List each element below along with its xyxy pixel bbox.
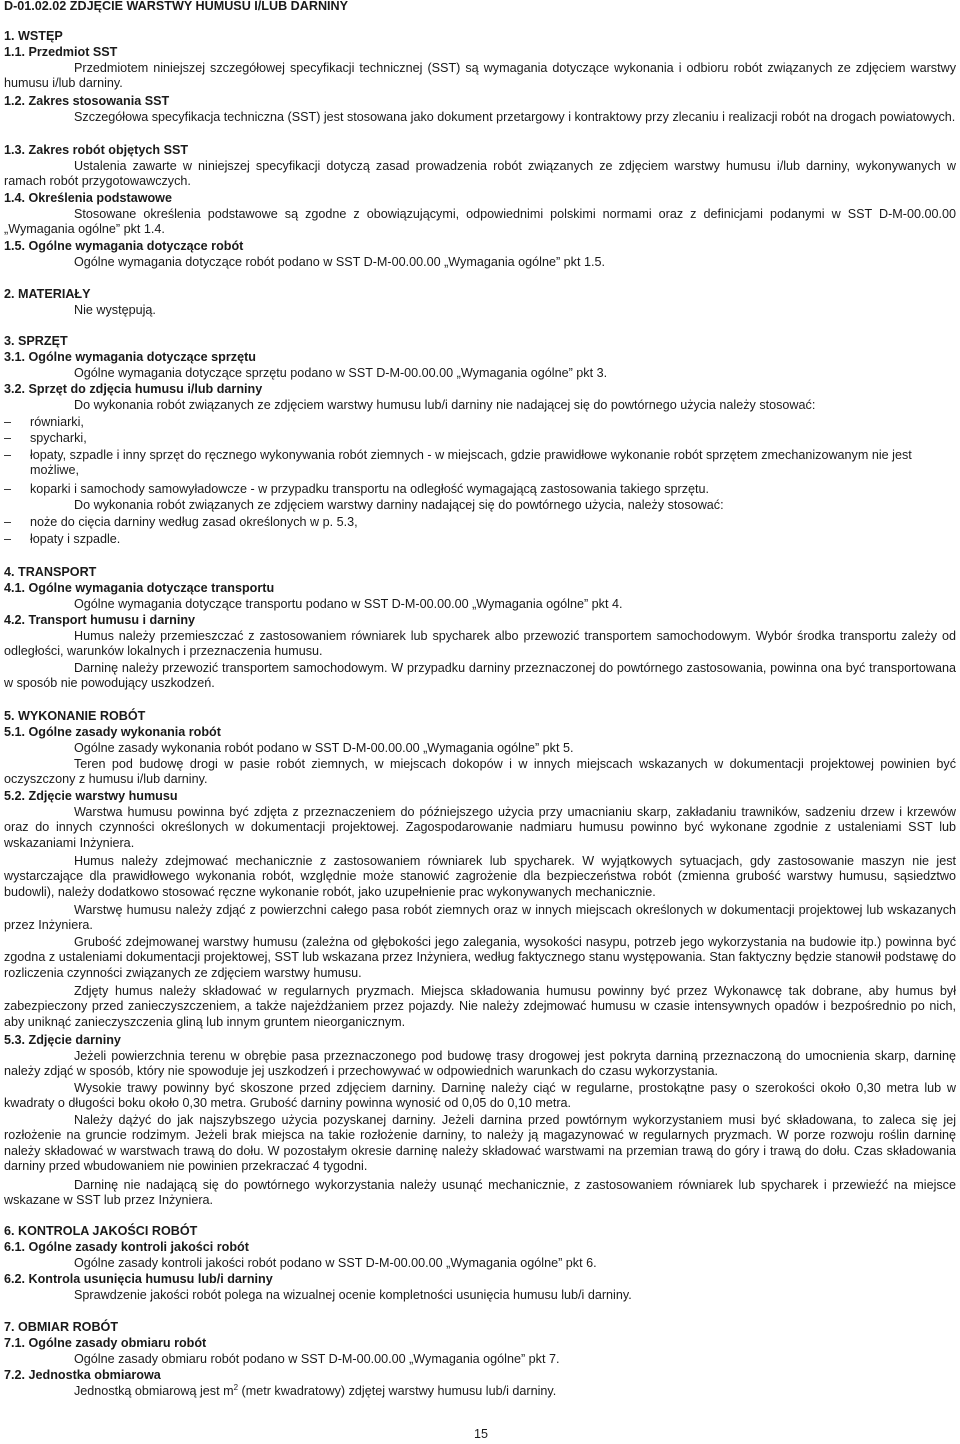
paragraph-5-1b: Teren pod budowę drogi w pasie robót ziemnych, w miejscach dokopów i w innych miejscach wskazanych w dokumentacji projektowej powinien być oczyszczony z humusu i/lub darniny. — [4, 757, 956, 787]
paragraph-5-2d: Grubość zdejmowanej warstwy humusu (zależna od głębokości jego zalegania, wysokości nasypu, potrzeb jego wykorzystania na budowie itp.) powinna być zgodna z ustaleniami dokumentacji projektowej, SST lub wskazana przez Inżyniera, według faktycznego stanu występowania. Stan faktyczny będzie stanowił podstawę do rozliczenia czynności związanych ze zdjęciem warstwy humusu. — [4, 935, 956, 980]
list-item-text: łopaty, szpadle i inny sprzęt do ręcznego wykonywania robót ziemnych - w miejscach, gdzie prawidłowe wykonanie robót sprzętem zmechanizowanym nie jest możliwe, — [30, 448, 912, 478]
dash-bullet: – — [4, 415, 12, 429]
measure-unit-text-tail: (metr kwadratowy) zdjętej warstwy humusu lub/i darniny. — [238, 1384, 557, 1398]
list-item — [4, 532, 956, 547]
section-heading-6: 6. KONTROLA JAKOŚCI ROBÓT — [4, 1224, 198, 1238]
section-heading-7: 7. OBMIAR ROBÓT — [4, 1320, 119, 1334]
list-item — [4, 482, 956, 497]
paragraph-5-3d: Darninę nie nadającą się do powtórnego wykorzystania należy usunąć mechanicznie, z zastosowaniem równiarek lub spycharek i przewieźć na miejsce wskazane w SST lub przez Inżyniera. — [4, 1178, 956, 1208]
paragraph-5-2b: Humus należy zdejmować mechanicznie z zastosowaniem równiarek lub spycharek. W wyjątkowych sytuacjach, gdy zastosowanie maszyn nie jest wystarczające dla prawidłowego wykonania robót, względnie może stanowić zagrożenie dla bezpieczeństwa robót (zmienna grubość warstwy humusu, sąsiedztwo budowli), należy dodatkowo stosować ręczne wykonanie robót, jako uzupełnienie prac wykonywanych mechanicznie. — [4, 854, 956, 899]
paragraph-7-2 — [4, 1384, 956, 1399]
subsection-heading-7-1: 7.1. Ogólne zasady obmiaru robót — [4, 1336, 207, 1350]
subsection-heading-7-2: 7.2. Jednostka obmiarowa — [4, 1368, 161, 1382]
subsection-heading-5-2: 5.2. Zdjęcie warstwy humusu — [4, 789, 178, 803]
paragraph-4-2a: Humus należy przemieszczać z zastosowaniem równiarek lub spycharek albo przewozić transportem samochodowym. Wybór środka transportu zależy od odległości, warunków lokalnych i przeznaczenia humusu. — [4, 629, 956, 659]
paragraph-3-2a: Do wykonania robót związanych ze zdjęciem warstwy humusu lub/i darniny nie nadającej się do powtórnego użycia należy stosować: — [74, 398, 816, 412]
paragraph-1-4: Stosowane określenia podstawowe są zgodne z obowiązującymi, odpowiednimi polskimi normami oraz z definicjami podanymi w SST D-M-00.00.00 „Wymagania ogólne” pkt 1.4. — [4, 207, 956, 237]
list-item — [4, 515, 956, 530]
list-item-text: równiarki, — [30, 415, 84, 429]
subsection-heading-1-4: 1.4. Określenia podstawowe — [4, 191, 172, 205]
paragraph-4-1: Ogólne wymagania dotyczące transportu podano w SST D-M-00.00.00 „Wymagania ogólne” pkt 4. — [74, 597, 623, 611]
list-item-text: łopaty i szpadle. — [30, 532, 121, 546]
subsection-heading-6-2: 6.2. Kontrola usunięcia humusu lub/i darniny — [4, 1272, 273, 1286]
measure-unit-text: Jednostką obmiarową jest m — [74, 1384, 234, 1398]
dash-bullet: – — [4, 515, 12, 529]
subsection-heading-1-3: 1.3. Zakres robót objętych SST — [4, 143, 189, 157]
paragraph-4-2b: Darninę należy przewozić transportem samochodowym. W przypadku darniny przeznaczonej do powtórnego zastosowania, powinna ona być transportowana w sposób nie powodujący uszkodzeń. — [4, 661, 956, 691]
paragraph-5-2e: Zdjęty humus należy składować w regularnych pryzmach. Miejsca składowania humusu powinny być przez Wykonawcę tak dobrane, aby humus był zabezpieczony przed zanieczyszczeniem, a także najeżdżaniem przez pojazdy. Nie należy zdejmować humusu w czasie intensywnych opadów i bezpośrednio po nich, aby uniknąć zanieczyszczenia gliną lub innym gruntem nieorganicznym. — [4, 984, 956, 1029]
list-item — [4, 448, 956, 479]
page-number: 15 — [474, 1427, 489, 1441]
list-item — [4, 415, 956, 430]
paragraph-5-3a: Jeżeli powierzchnia terenu w obrębie pasa przeznaczonego pod budowę trasy drogowej jest pokryta darniną przeznaczoną do umocnienia skarp, darninę należy zdjąć w sposób, który nie spowoduje jej uszkodzeń i przechowywać w odpowiednich warunkach do czasu wykorzystania. — [4, 1049, 956, 1079]
subsection-heading-1-2: 1.2. Zakres stosowania SST — [4, 94, 170, 108]
subsection-heading-4-1: 4.1. Ogólne wymagania dotyczące transportu — [4, 581, 275, 595]
paragraph-5-1a: Ogólne zasady wykonania robót podano w SST D-M-00.00.00 „Wymagania ogólne” pkt 5. — [74, 741, 574, 755]
paragraph-5-2c: Warstwę humusu należy zdjąć z powierzchni całego pasa robót ziemnych oraz w innych miejscach określonych w dokumentacji projektowej lub wskazanych przez Inżyniera. — [4, 903, 956, 933]
subsection-heading-3-2: 3.2. Sprzęt do zdjęcia humusu i/lub darniny — [4, 382, 263, 396]
paragraph-1-5: Ogólne wymagania dotyczące robót podano w SST D-M-00.00.00 „Wymagania ogólne” pkt 1.5. — [74, 255, 605, 269]
superscript-2: 2 — [233, 1383, 239, 1392]
subsection-heading-6-1: 6.1. Ogólne zasady kontroli jakości robót — [4, 1240, 249, 1254]
list-item — [4, 431, 956, 446]
document-title: D-01.02.02 ZDJĘCIE WARSTWY HUMUSU I/LUB DARNINY — [4, 0, 349, 13]
paragraph-2: Nie występują. — [74, 303, 156, 317]
paragraph-5-2a: Warstwa humusu powinna być zdjęta z przeznaczeniem do późniejszego użycia przy umacnianiu skarp, zakładaniu trawników, sadzeniu drzew i krzewów oraz do innych czynności określonych w dokumentacji projektowej. Zagospodarowanie nadmiaru humusu powinno być wykonane zgodnie z ustaleniami SST lub wskazaniami Inżyniera. — [4, 805, 956, 850]
list-item-text: noże do cięcia darniny według zasad określonych w p. 5.3, — [30, 515, 358, 529]
paragraph-6-2: Sprawdzenie jakości robót polega na wizualnej ocenie kompletności usunięcia humusu lub/i darniny. — [74, 1288, 632, 1302]
dash-bullet: – — [4, 431, 12, 445]
section-heading-1: 1. WSTĘP — [4, 29, 63, 43]
paragraph-1-3: Ustalenia zawarte w niniejszej specyfikacji dotyczą zasad prowadzenia robót związanych ze zdjęciem warstwy humusu i/lub darniny, wykonywanych w ramach robót przygotowawczych. — [4, 159, 956, 189]
paragraph-1-1: Przedmiotem niniejszej szczegółowej specyfikacji technicznej (SST) są wymagania dotyczące wykonania i odbioru robót związanych ze zdjęciem warstwy humusu i/lub darniny. — [4, 61, 956, 91]
subsection-heading-4-2: 4.2. Transport humusu i darniny — [4, 613, 196, 627]
subsection-heading-1-5: 1.5. Ogólne wymagania dotyczące robót — [4, 239, 244, 253]
paragraph-3-1: Ogólne wymagania dotyczące sprzętu podano w SST D-M-00.00.00 „Wymagania ogólne” pkt 3. — [74, 366, 608, 380]
subsection-heading-3-1: 3.1. Ogólne wymagania dotyczące sprzętu — [4, 350, 256, 364]
section-heading-3: 3. SPRZĘT — [4, 334, 68, 348]
subsection-heading-1-1: 1.1. Przedmiot SST — [4, 45, 118, 59]
dash-bullet: – — [4, 482, 12, 496]
list-item-text: koparki i samochody samowyładowcze - w przypadku transportu na odległość wymagającą zastosowania takiego sprzętu. — [30, 482, 709, 496]
paragraph-5-3c: Należy dążyć do jak najszybszego użycia pozyskanej darniny. Jeżeli darnina przed powtórnym wykorzystaniem musi być składowana, to zaleca się jej rozłożenie na gruncie rodzimym. Jeżeli brak miejsca na takie rozłożenie darniny, to należy ją magazynować w regularnych pryzmach. W porze rozwoju roślin darninę należy składować w warstwach trawą do dołu. W pozostałym okresie darninę należy składować warstwami na przemian trawą do góry i trawą do dołu. Czas składowania darniny przed wbudowaniem nie powinien przekraczać 4 tygodni. — [4, 1113, 956, 1173]
subsection-heading-5-1: 5.1. Ogólne zasady wykonania robót — [4, 725, 221, 739]
paragraph-6-1: Ogólne zasady kontroli jakości robót podano w SST D-M-00.00.00 „Wymagania ogólne” pkt 6. — [74, 1256, 597, 1270]
subsection-heading-5-3: 5.3. Zdjęcie darniny — [4, 1033, 121, 1047]
dash-bullet: – — [4, 448, 12, 462]
paragraph-7-1: Ogólne zasady obmiaru robót podano w SST D-M-00.00.00 „Wymagania ogólne” pkt 7. — [74, 1352, 560, 1366]
paragraph-5-3b: Wysokie trawy powinny być skoszone przed zdjęciem darniny. Darninę należy ciąć w regularne, prostokątne pasy o szerokości około 0,30 metra lub w kwadraty o długości boku około 0,30 metra. Grubość darniny powinna wynosić od 0,05 do 0,10 metra. — [4, 1081, 956, 1111]
paragraph-1-2: Szczegółowa specyfikacja techniczna (SST) jest stosowana jako dokument przetargowy i kontraktowy przy zlecaniu i realizacji robót na drogach powiatowych. — [74, 110, 956, 124]
dash-bullet: – — [4, 532, 12, 546]
section-heading-2: 2. MATERIAŁY — [4, 287, 91, 301]
list-item-text: spycharki, — [30, 431, 87, 445]
section-heading-4: 4. TRANSPORT — [4, 565, 97, 579]
section-heading-5: 5. WYKONANIE ROBÓT — [4, 709, 146, 723]
paragraph-3-2b: Do wykonania robót związanych ze zdjęciem warstwy darniny nadającej się do powtórnego użycia, należy stosować: — [74, 498, 724, 512]
